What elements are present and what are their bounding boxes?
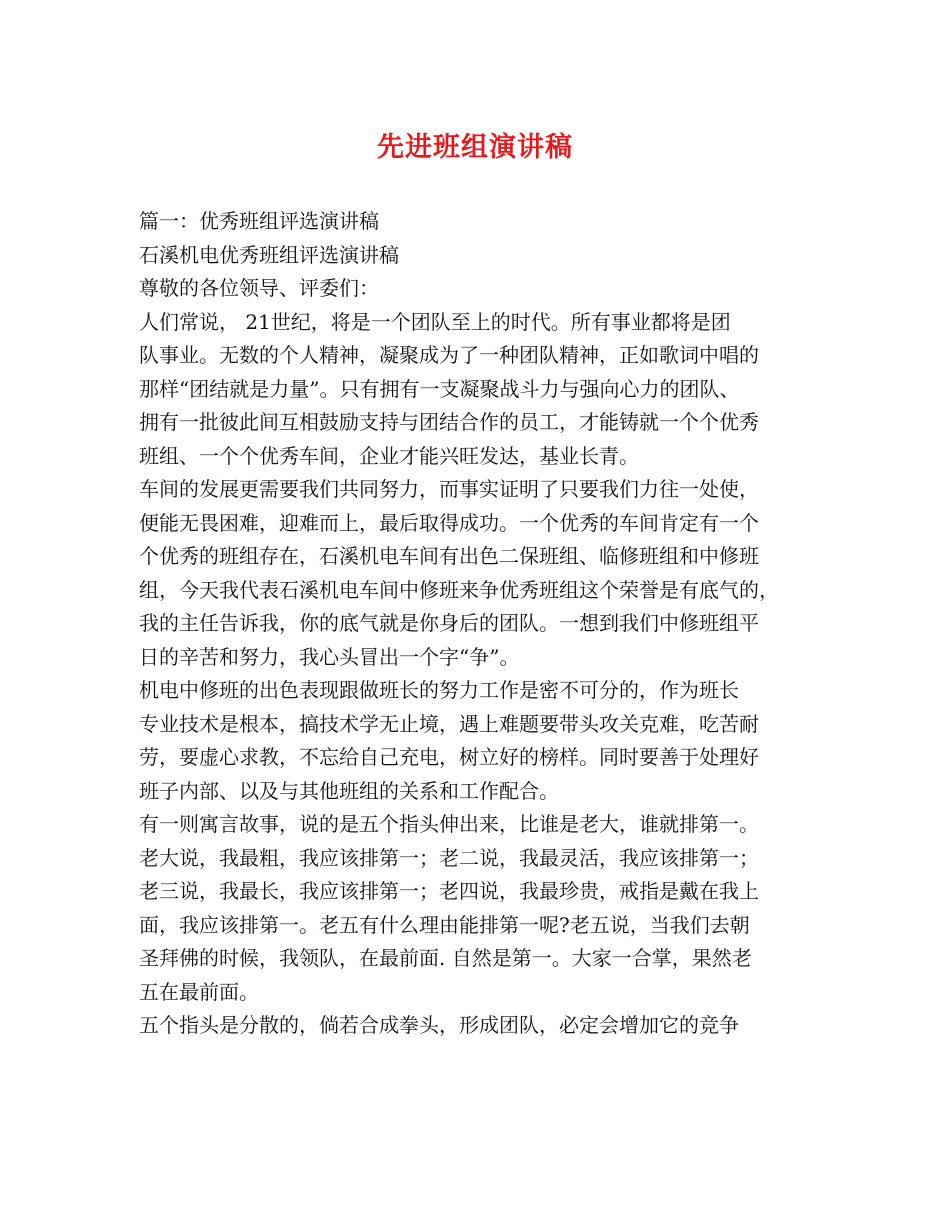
- text-line: 机电中修班的出色表现跟做班长的努力工作是密不可分的，作为班长: [139, 678, 739, 702]
- text-line: 班子内部、以及与其他班组的关系和工作配合。: [139, 778, 559, 803]
- text-line: 个优秀的班组存在，石溪机电车间有出色二保班组、临修班组和中修班: [139, 544, 759, 568]
- text-line: 有一则寓言故事，说的是五个指头伸出来，比谁是老大，谁就排第一。: [139, 812, 759, 836]
- text-line: 老三说，我最长，我应该排第一；老四说，我最珍贵，戒指是戴在我上: [139, 879, 759, 903]
- text-line: 我的主任告诉我，你的底气就是你身后的团队。一想到我们中修班组平: [139, 611, 759, 635]
- text-line: 组，今天我代表石溪机电车间中修班来争优秀班组这个荣誉是有底气的，: [139, 577, 779, 602]
- text-line: 五在最前面。: [139, 979, 259, 1004]
- text-line: 尊敬的各位领导、评委们：: [139, 276, 379, 300]
- text-line: 篇一：优秀班组评选演讲稿: [139, 209, 379, 233]
- text-line: 石溪机电优秀班组评选演讲稿: [139, 242, 399, 267]
- text-line: 队事业。无数的个人精神，凝聚成为了一种团队精神，正如歌词中唱的: [139, 343, 759, 367]
- text-line: 班组、一个个优秀车间，企业才能兴旺发达，基业长青。: [139, 443, 639, 468]
- text-line: 老大说，我最粗，我应该排第一；老二说，我最灵活，我应该排第一；: [139, 845, 759, 870]
- text-line: 那样“团结就是力量”。只有拥有一支凝聚战斗力与强向心力的团队、: [139, 376, 740, 401]
- text-line: 日的辛苦和努力，我心头冒出一个字“争”。: [139, 644, 520, 669]
- text-line: 拥有一批彼此间互相鼓励支持与团结合作的员工，才能铸就一个个优秀: [139, 410, 759, 434]
- text-line: 便能无畏困难，迎难而上，最后取得成功。一个优秀的车间肯定有一个: [139, 510, 759, 535]
- text-line: 面，我应该排第一。老五有什么理由能排第一呢?老五说，当我们去朝: [139, 912, 750, 937]
- document-body: [139, 205, 839, 1043]
- text-line: 人们常说， 21世纪，将是一个团队至上的时代。所有事业都将是团: [139, 309, 731, 334]
- document-title: 先进班组演讲稿: [377, 132, 573, 163]
- text-line: 劳，要虚心求教，不忘给自己充电，树立好的榜样。同时要善于处理好: [139, 745, 759, 769]
- text-line: 专业技术是根本，搞技术学无止境，遇上难题要带头攻关克难，吃苦耐: [139, 711, 759, 736]
- text-line: 车间的发展更需要我们共同努力，而事实证明了只要我们力往一处使，: [139, 477, 759, 501]
- text-line: 圣拜佛的时候，我领队，在最前面. 自然是第一。大家一合掌，果然老: [139, 946, 752, 970]
- text-line: 五个指头是分散的，倘若合成拳头，形成团队，必定会增加它的竞争: [139, 1013, 739, 1037]
